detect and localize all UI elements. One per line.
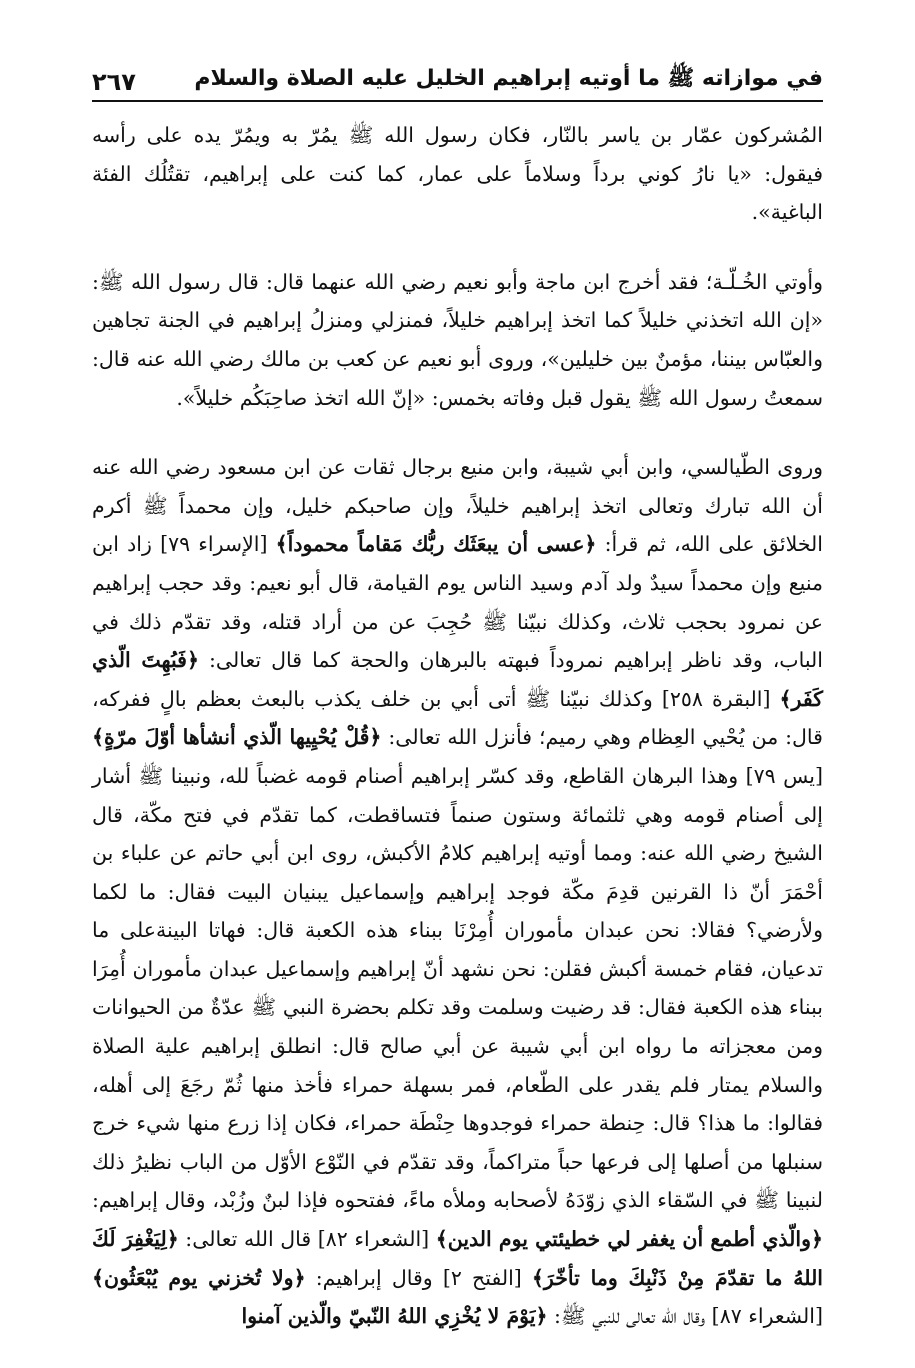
text-run: [الإسراء ٧٩] زاد ابن منيع وإن محمداً سيدٌ ولد آدم وسيد الناس يوم القيامة، قال أبو نعيم: وقد حجب إبراهيم عن نمرود بحجب ثلاث، وكذلك نبيّنا ﷺ حُجِبَ عن من أراد قتله، وقد تقدّم ذلك في الباب، وقد ناظر إبراهيم نمروداً فبهته بالبرهان والحجة كما قال تعالى: bbox=[92, 532, 823, 673]
text-run: [الشعراء ٨٢] قال الله تعالى: bbox=[178, 1227, 436, 1252]
text-run: [الفتح ٢] وقال إبراهيم: bbox=[305, 1265, 532, 1290]
text-run: وأوتي الخُـلّـة؛ فقد أخرج ابن ماجة وأبو نعيم رضي الله عنهما قال: قال رسول الله ﷺ: «إن الله اتخذني خليلاً كما اتخذ إبراهيم خليلاً، فمنزلي ومنزلُ إبراهيم في الجنة تجاهين والعبّاس بيننا، مؤمنٌ بين خليلين»، وروى أبو نعيم عن كعب بن مالك رضي الله عنه قال: سمعتُ رسول الله ﷺ يقول قبل وفاته بخمس: «إنّ الله اتخذ صاحِبَكُم خليلاً». bbox=[92, 269, 823, 410]
quran-verse: ﴿والّذي أطمع أن يغفر لي خطيئتي يوم الدين﴾ bbox=[435, 1227, 823, 1252]
text-run: [الشعراء ٨٧] وقال الله تعالى للنبي ﷺ: bbox=[547, 1304, 823, 1329]
text-run: المُشركون عمّار بن ياسر بالنّار، فكان رسول الله ﷺ يمُرّ به ويمُرّ يده على رأسه فيقول: «يا نارُ كوني برداً وسلاماً على عمار، كما كنت على إبراهيم، تقتُلُك الفئة الباغية». bbox=[92, 123, 823, 225]
text-run: [البقرة ٢٥٨] وكذلك نبيّنا ﷺ أتى أبي بن خلف يكذب بالبعث بعظم بالٍ ففركه، قال: من يُحْيي العِظام وهي رميم؛ فأنزل الله تعالى: bbox=[92, 686, 823, 750]
quran-verse: ﴿قُلْ يُحْيِيها الّذي أنشأها أوّلَ مرّةٍ﴾ bbox=[92, 725, 382, 750]
quran-verse: ﴿فَبُهِتَ الّذي كَفَر﴾ bbox=[92, 648, 823, 711]
quran-verse: ﴿عسى أن يبعَثَك ربُّك مَقاماً محموداً﴾ bbox=[275, 532, 597, 557]
running-title: في موازاته ﷺ ما أوتيه إبراهيم الخليل عليه الصلاة والسلام bbox=[194, 66, 823, 91]
paragraph bbox=[92, 116, 823, 232]
paragraph bbox=[92, 263, 823, 417]
quran-verse: ﴿يَوْمَ لا يُخْزِي اللهُ النّبيّ والّذين آمنوا bbox=[241, 1304, 548, 1329]
text-run: [يس ٧٩] وهذا البرهان القاطع، وقد كسّر إبراهيم أصنام قومه غضباً لله، ونبينا ﷺ أشار إلى أصنام قومه وهي ثلثمائة وستون صنماً فتساقطت، كما تقدّم في فتح مكّة، قال الشيخ رضي الله عنه: ومما أوتيه إبراهيم كلامُ الأكبش، روى ابن أبي حاتم عن علباء بن أحْمَرَ أنّ ذا القرنين قدِمَ مكّة فوجد إبراهيم وإسماعيل يبنيان البيت فقال: ما لكما ولأرضي؟ فقالا: نحن عبدان مأموران أُمِرْنَا ببناء هذه الكعبة قال: فهاتا البينةعلى ما تدعيان، فقام خمسة أكبش فقلن: نحن نشهد أنّ إبراهيم وإسماعيل عبدان مأموران أُمِرَا ببناء هذه الكعبة فقال: قد رضيت وسلمت وقد تكلم بحضرة النبي ﷺ عدّةٌ من الحيوانات ومن معجزاته ما رواه ابن أبي شيبة عن أبي صالح قال: انطلق إبراهيم علية الصلاة والسلام يمتار فلم يقدر على الطّعام، فمر بسهلة حمراء فأخذ منها ثُمّ رجَعَ إلى أهله، فقالوا: ما هذا؟ قال: حِنطة حمراء فوجدوها حِنْطَة حمراء، فكان إذا زرع منها شيء خرج سنبلها من أصلها إلى فرعها حباً متراكماً، وقد تقدّم في النّوْع الأوّل من الباب نظيرُ ذلك لنبينا ﷺ في السّقاء الذي زوّدَهُ لأصحابه وملأه ماءً، ففتحوه فإذا لبنٌ وزُبْد، وقال إبراهيم: bbox=[92, 763, 823, 1213]
running-header bbox=[92, 52, 823, 102]
quran-verse: ﴿ولا تُخزني يوم يُبْعَثُون﴾ bbox=[92, 1265, 306, 1290]
paragraph bbox=[92, 448, 823, 1336]
body-text bbox=[92, 116, 823, 1336]
page-number: ٢٦٧ bbox=[92, 68, 136, 96]
quran-verse: ﴿لِيَغْفِرَ لَكَ اللهُ ما تقدّمَ مِنْ ذَنْبِكَ وما تأخّرَ﴾ bbox=[92, 1227, 824, 1290]
text-run: وروى الطّيالسي، وابن أبي شيبة، وابن منيع برجال ثقات عن ابن مسعود رضي الله عنه أن الله تبارك وتعالى اتخذ إبراهيم خليلاً، وإن صاحبكم خليل، وإن محمداً ﷺ أكرم الخلائق على الله، ثم قرأ: bbox=[92, 455, 824, 557]
